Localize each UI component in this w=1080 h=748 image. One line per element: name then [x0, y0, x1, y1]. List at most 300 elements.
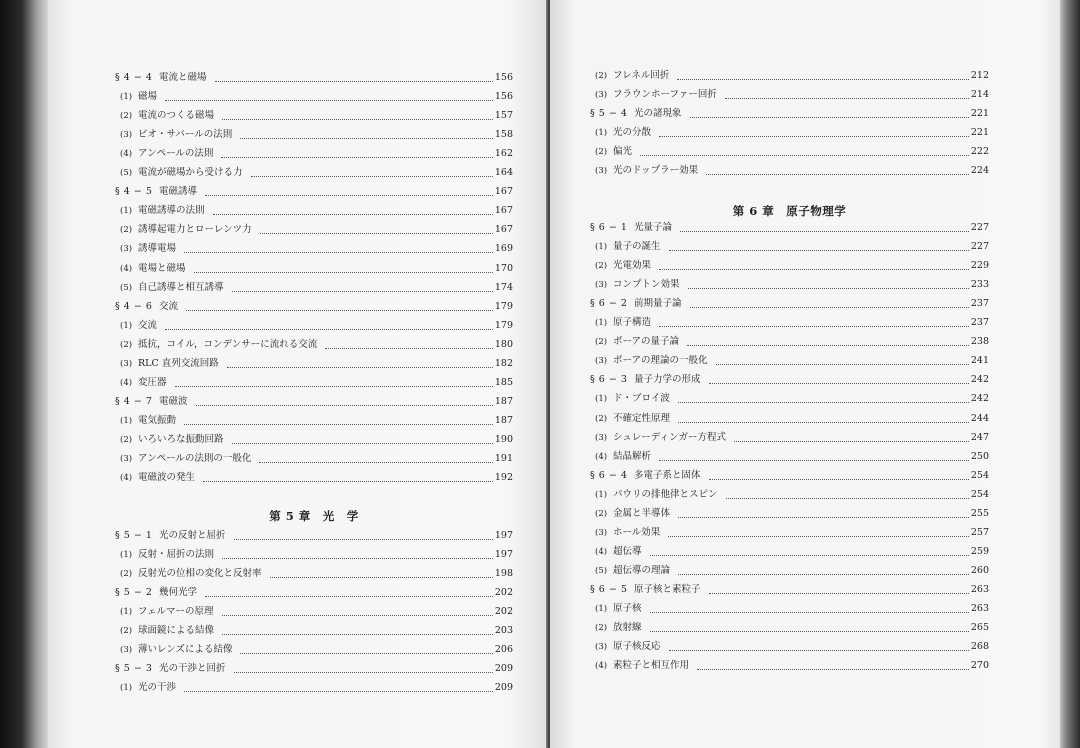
- entry-number: (4): [595, 451, 608, 462]
- book-right-edge: [1060, 0, 1080, 748]
- page-number: 192: [494, 472, 513, 484]
- dot-leader: [222, 118, 493, 120]
- entry-title: 交流: [138, 319, 158, 331]
- entry-title: パウリの排他律とスピン: [613, 488, 718, 500]
- entry-title: 電流が磁場から受ける力: [138, 167, 243, 179]
- toc-item-row: [590, 620, 989, 636]
- entry-number: § 5 − 4: [590, 108, 628, 120]
- entry-title: フラウンホーファー回折: [613, 89, 717, 101]
- page-number: 167: [494, 205, 513, 217]
- dot-leader: [669, 649, 969, 651]
- entry-title: 放射線: [613, 622, 642, 634]
- page-number: 209: [494, 682, 513, 694]
- entry-title: ボーアの量子論: [613, 336, 680, 348]
- entry-number: (4): [120, 263, 133, 274]
- entry-title: コンプトン効果: [613, 279, 680, 291]
- entry-number: (5): [120, 282, 133, 293]
- page-number: 221: [970, 127, 989, 139]
- toc-item-row: [115, 261, 513, 277]
- page-number: 182: [494, 357, 513, 369]
- dot-leader: [726, 497, 969, 499]
- dot-leader: [659, 459, 969, 461]
- entry-title: 交流: [159, 300, 179, 312]
- chapter-heading: 第 5 章 光 学: [269, 509, 359, 523]
- page-number: 263: [970, 583, 989, 595]
- entry-number: § 6 − 4: [590, 469, 628, 481]
- page-number: 265: [970, 622, 989, 634]
- toc-item-row: [590, 601, 989, 617]
- toc-section-row: [590, 372, 989, 388]
- dot-leader: [184, 690, 493, 692]
- dot-leader: [203, 480, 493, 482]
- page-number: 156: [494, 91, 513, 103]
- dot-leader: [688, 287, 969, 289]
- entry-number: (1): [120, 607, 133, 618]
- page-number: 268: [970, 641, 989, 653]
- page-number: 229: [970, 260, 989, 272]
- entry-number: § 5 − 3: [115, 663, 153, 675]
- entry-title: シュレーディンガー方程式: [613, 431, 727, 443]
- dot-leader: [260, 232, 493, 234]
- entry-number: (1): [595, 128, 608, 139]
- entry-number: § 6 − 5: [590, 583, 628, 595]
- entry-title: 電流のつくる磁場: [138, 110, 215, 122]
- entry-number: (2): [120, 111, 133, 122]
- dot-leader: [678, 401, 969, 403]
- chapter-heading: 第 6 章 原子物理学: [732, 204, 847, 218]
- entry-title: 電気振動: [138, 414, 177, 426]
- page-number: 260: [970, 564, 989, 576]
- entry-title: 光の干渉: [138, 682, 177, 694]
- entry-title: 光の反射と屈折: [159, 530, 226, 541]
- toc-item-row: [115, 547, 513, 563]
- page-number: 187: [494, 395, 513, 407]
- toc-section-row: [115, 661, 513, 677]
- entry-title: 超伝導の理論: [613, 564, 671, 576]
- entry-number: (1): [120, 683, 133, 694]
- entry-number: (1): [120, 320, 133, 331]
- toc-section-row: [590, 296, 989, 312]
- dot-leader: [678, 421, 969, 423]
- entry-number: (3): [120, 454, 133, 464]
- toc-item-row: [115, 241, 513, 257]
- toc-item-row: [590, 277, 989, 293]
- entry-number: (2): [595, 413, 608, 424]
- page-number: 224: [970, 165, 989, 177]
- entry-title: 光の干渉と回折: [159, 663, 226, 675]
- page-number: 170: [494, 262, 513, 274]
- entry-number: (3): [595, 356, 608, 367]
- dot-leader: [221, 156, 492, 158]
- dot-leader: [240, 137, 493, 139]
- entry-title: 反射・屈折の法則: [138, 549, 215, 561]
- toc-item-row: [115, 451, 513, 467]
- dot-leader: [716, 363, 969, 365]
- toc-item-row: [115, 165, 513, 181]
- dot-leader: [270, 576, 493, 578]
- page-number: 179: [494, 319, 513, 331]
- dot-leader: [205, 595, 493, 597]
- toc-item-row: [115, 642, 513, 658]
- page-number: 203: [494, 625, 513, 637]
- dot-leader: [222, 633, 493, 635]
- page-number: 206: [494, 644, 513, 656]
- entry-title: 原子核と素粒子: [634, 583, 701, 595]
- toc-item-row: [115, 280, 513, 296]
- entry-number: (2): [120, 434, 133, 445]
- toc-section-row: [115, 528, 513, 544]
- entry-title: 反射光の位相の変化と反射率: [138, 568, 262, 580]
- entry-title: 電場と磁場: [138, 262, 186, 274]
- dot-leader: [709, 382, 969, 384]
- entry-number: (3): [120, 130, 133, 141]
- dot-leader: [687, 344, 969, 346]
- entry-title: 幾何光学: [159, 587, 198, 599]
- toc-section-row: [590, 106, 989, 122]
- entry-title: 超伝導: [613, 545, 642, 557]
- dot-leader: [650, 554, 969, 556]
- entry-title: 原子構造: [613, 317, 652, 329]
- page-number: 259: [970, 545, 989, 557]
- toc-item-row: [590, 125, 989, 141]
- entry-number: (2): [595, 623, 608, 634]
- entry-title: アンペールの法則: [138, 148, 214, 160]
- toc-section-row: [590, 220, 989, 236]
- entry-title: 変圧器: [138, 376, 167, 388]
- toc-item-row: [590, 87, 989, 103]
- entry-title: 原子核: [613, 603, 642, 614]
- toc-item-row: [115, 108, 513, 124]
- entry-number: (2): [595, 71, 608, 81]
- toc-item-row: [590, 525, 989, 541]
- page-number: 233: [970, 279, 989, 291]
- page-number: 197: [494, 549, 513, 561]
- page-number: 164: [494, 167, 513, 179]
- entry-number: (1): [595, 394, 608, 405]
- page-number: 190: [494, 433, 513, 445]
- dot-leader: [251, 175, 493, 177]
- entry-number: (3): [595, 527, 608, 538]
- entry-title: 量子力学の形成: [634, 374, 701, 386]
- toc-item-row: [590, 68, 989, 84]
- dot-leader: [227, 366, 493, 368]
- entry-number: (3): [595, 90, 608, 101]
- book-left-edge: [0, 0, 48, 748]
- dot-leader: [205, 194, 493, 196]
- dot-leader: [215, 80, 493, 82]
- dot-leader: [659, 325, 969, 327]
- toc-item-row: [590, 239, 989, 255]
- toc-item-row: [115, 470, 513, 486]
- dot-leader: [650, 630, 969, 632]
- toc-item-row: [115, 356, 513, 372]
- entry-title: フレネル回折: [613, 70, 670, 81]
- page-number: 187: [494, 414, 513, 426]
- page-number: 237: [970, 298, 989, 310]
- page-number: 209: [494, 663, 513, 675]
- page-number: 242: [970, 393, 989, 405]
- dot-leader: [184, 251, 493, 253]
- page-number: 214: [970, 89, 989, 101]
- entry-number: § 6 − 2: [590, 298, 628, 310]
- entry-title: 不確定性原理: [613, 412, 671, 424]
- entry-number: (1): [120, 415, 133, 426]
- toc-item-row: [115, 146, 513, 162]
- entry-title: 光の分散: [613, 127, 652, 139]
- entry-title: 原子核反応: [613, 641, 661, 653]
- entry-title: 結晶解析: [613, 450, 652, 462]
- dot-leader: [725, 97, 969, 99]
- page-number: 241: [970, 355, 989, 367]
- toc-item-row: [590, 334, 989, 350]
- entry-number: § 5 − 2: [115, 587, 153, 599]
- dot-leader: [325, 347, 493, 349]
- toc-item-row: [590, 411, 989, 427]
- entry-title: 誘導起電力とローレンツ力: [138, 224, 252, 236]
- entry-number: (3): [120, 358, 133, 369]
- entry-number: (3): [120, 645, 133, 656]
- page-number: 221: [970, 108, 989, 120]
- entry-number: (3): [120, 244, 133, 255]
- dot-leader: [659, 135, 969, 137]
- toc-section-row: [115, 299, 513, 315]
- entry-number: § 4 − 4: [115, 72, 153, 83]
- toc-item-row: [115, 222, 513, 238]
- entry-title: 電磁誘導: [159, 186, 198, 198]
- entry-number: (3): [595, 432, 608, 443]
- entry-title: 光電効果: [613, 260, 652, 272]
- dot-leader: [678, 573, 969, 575]
- toc-item-row: [115, 89, 513, 105]
- entry-number: (3): [595, 642, 608, 653]
- toc-item-row: [590, 258, 989, 274]
- page-number: 157: [494, 110, 513, 122]
- entry-title: フェルマーの原理: [138, 606, 214, 618]
- entry-title: 多電子系と固体: [634, 469, 701, 481]
- entry-number: (1): [120, 206, 133, 217]
- entry-number: (2): [120, 626, 133, 637]
- toc-item-row: [115, 127, 513, 143]
- toc-item-row: [115, 432, 513, 448]
- page-number: 238: [970, 336, 989, 348]
- page-number: 227: [970, 222, 989, 233]
- toc-item-row: [590, 639, 989, 655]
- entry-title: 光の諸現象: [634, 108, 682, 120]
- page-number: 198: [494, 568, 513, 580]
- toc-item-row: [590, 506, 989, 522]
- dot-leader: [690, 116, 969, 118]
- dot-leader: [186, 309, 493, 311]
- page-number: 174: [494, 281, 513, 293]
- dot-leader: [234, 538, 493, 540]
- toc-section-row: [115, 70, 513, 86]
- toc-item-row: [115, 318, 513, 334]
- dot-leader: [184, 423, 493, 425]
- toc-item-row: [590, 487, 989, 503]
- entry-number: (3): [595, 280, 608, 291]
- entry-title: ド・ブロイ波: [613, 393, 670, 405]
- dot-leader: [697, 668, 969, 670]
- toc-item-row: [590, 658, 989, 674]
- page-number: 167: [494, 186, 513, 198]
- entry-number: (1): [120, 92, 133, 103]
- entry-number: (2): [120, 225, 133, 236]
- entry-title: 光量子論: [634, 222, 673, 233]
- entry-number: (4): [595, 546, 608, 557]
- page-number: 244: [970, 412, 989, 424]
- entry-number: (2): [595, 337, 608, 348]
- toc-item-row: [590, 315, 989, 331]
- entry-title: 前期量子論: [634, 298, 682, 310]
- dot-leader: [165, 99, 493, 101]
- dot-leader: [678, 516, 969, 518]
- toc-item-row: [115, 623, 513, 639]
- entry-title: ビオ・サバールの法則: [138, 129, 233, 141]
- entry-number: (2): [595, 508, 608, 519]
- toc-item-row: [590, 430, 989, 446]
- toc-item-row: [590, 144, 989, 160]
- entry-title: 磁場: [138, 91, 158, 103]
- page-number: 162: [494, 148, 513, 160]
- dot-leader: [213, 213, 493, 215]
- page-number: 202: [494, 606, 513, 618]
- entry-number: (1): [595, 604, 608, 614]
- toc-section-row: [115, 585, 513, 601]
- entry-number: § 5 − 1: [115, 530, 153, 541]
- entry-title: 素粒子と相互作用: [613, 660, 690, 672]
- entry-title: ボーアの理論の一般化: [613, 355, 708, 367]
- entry-title: 抵抗，コイル，コンデンサーに流れる交流: [138, 338, 318, 350]
- entry-number: § 4 − 7: [115, 395, 153, 407]
- entry-title: 電磁誘導の法則: [138, 205, 205, 217]
- page-number: 158: [494, 129, 513, 141]
- entry-title: 薄いレンズによる結像: [138, 644, 233, 656]
- toc-item-row: [115, 337, 513, 353]
- entry-number: (4): [595, 661, 608, 672]
- entry-number: (1): [595, 242, 608, 253]
- entry-number: § 4 − 6: [115, 300, 153, 312]
- entry-title: 金属と半導体: [613, 507, 671, 519]
- dot-leader: [222, 614, 493, 616]
- toc-item-row: [115, 566, 513, 582]
- page-number: 270: [970, 660, 989, 672]
- page-number: 191: [494, 453, 513, 464]
- page-number: 242: [970, 374, 989, 386]
- dot-leader: [232, 290, 493, 292]
- dot-leader: [709, 478, 969, 480]
- dot-leader: [680, 230, 969, 232]
- dot-leader: [165, 328, 493, 330]
- page-number: 180: [494, 338, 513, 350]
- page-number: 167: [494, 224, 513, 236]
- dot-leader: [659, 268, 969, 270]
- dot-leader: [734, 440, 969, 442]
- page-number: 169: [494, 243, 513, 255]
- page-number: 247: [970, 431, 989, 443]
- toc-item-row: [590, 544, 989, 560]
- entry-number: (1): [595, 489, 608, 500]
- dot-leader: [668, 535, 969, 537]
- toc-item-row: [590, 563, 989, 579]
- dot-leader: [709, 592, 969, 594]
- entry-number: (2): [595, 261, 608, 272]
- entry-number: (5): [120, 168, 133, 179]
- page-number: 227: [970, 241, 989, 253]
- page-number: 222: [970, 146, 989, 158]
- entry-title: 誘導電場: [138, 243, 177, 255]
- page-number: 202: [494, 587, 513, 599]
- page-number: 263: [970, 603, 989, 614]
- page-number: 212: [970, 70, 989, 81]
- page-number: 257: [970, 526, 989, 538]
- page-number: 255: [970, 507, 989, 519]
- page-number: 185: [494, 376, 513, 388]
- page-number: 197: [494, 530, 513, 541]
- entry-title: アンペールの法則の一般化: [138, 453, 252, 464]
- entry-title: 自己誘導と相互誘導: [138, 281, 224, 293]
- dot-leader: [669, 249, 969, 251]
- entry-number: (4): [120, 377, 133, 388]
- toc-item-row: [115, 680, 513, 696]
- toc-section-row: [115, 184, 513, 200]
- entry-number: (4): [120, 149, 133, 160]
- toc-section-row: [590, 582, 989, 598]
- entry-title: 偏光: [613, 146, 633, 158]
- toc-item-row: [590, 391, 989, 407]
- entry-number: (5): [595, 565, 608, 576]
- dot-leader: [175, 385, 493, 387]
- page-number: 250: [970, 450, 989, 462]
- toc-item-row: [115, 604, 513, 620]
- entry-number: (4): [120, 473, 133, 484]
- dot-leader: [232, 442, 493, 444]
- dot-leader: [234, 671, 493, 673]
- dot-leader: [222, 557, 493, 559]
- entry-number: § 4 − 5: [115, 186, 153, 198]
- toc-item-row: [590, 163, 989, 179]
- entry-number: § 6 − 3: [590, 374, 628, 386]
- entry-title: 電磁波: [159, 395, 188, 407]
- dot-leader: [640, 154, 969, 156]
- dot-leader: [240, 652, 492, 654]
- page-number: 156: [494, 72, 513, 83]
- entry-number: (2): [120, 569, 133, 580]
- entry-number: (1): [595, 318, 608, 329]
- dot-leader: [706, 173, 969, 175]
- toc-item-row: [115, 413, 513, 429]
- toc-item-row: [115, 203, 513, 219]
- entry-number: § 6 − 1: [590, 222, 628, 233]
- entry-title: 電流と磁場: [159, 72, 207, 83]
- dot-leader: [650, 611, 969, 613]
- toc-item-row: [590, 449, 989, 465]
- entry-title: 量子の誕生: [613, 241, 661, 253]
- entry-title: 光のドップラー効果: [613, 165, 699, 177]
- entry-title: RLC 直列交流回路: [138, 357, 219, 369]
- toc-section-row: [590, 468, 989, 484]
- page-number: 237: [970, 317, 989, 329]
- dot-leader: [677, 78, 969, 80]
- entry-number: (3): [595, 166, 608, 177]
- dot-leader: [259, 461, 492, 463]
- page-number: 179: [494, 300, 513, 312]
- dot-leader: [196, 404, 493, 406]
- entry-title: 球面鏡による結像: [138, 625, 215, 637]
- dot-leader: [194, 271, 493, 273]
- page-number: 254: [970, 488, 989, 500]
- toc-section-row: [115, 394, 513, 410]
- entry-number: (2): [120, 339, 133, 350]
